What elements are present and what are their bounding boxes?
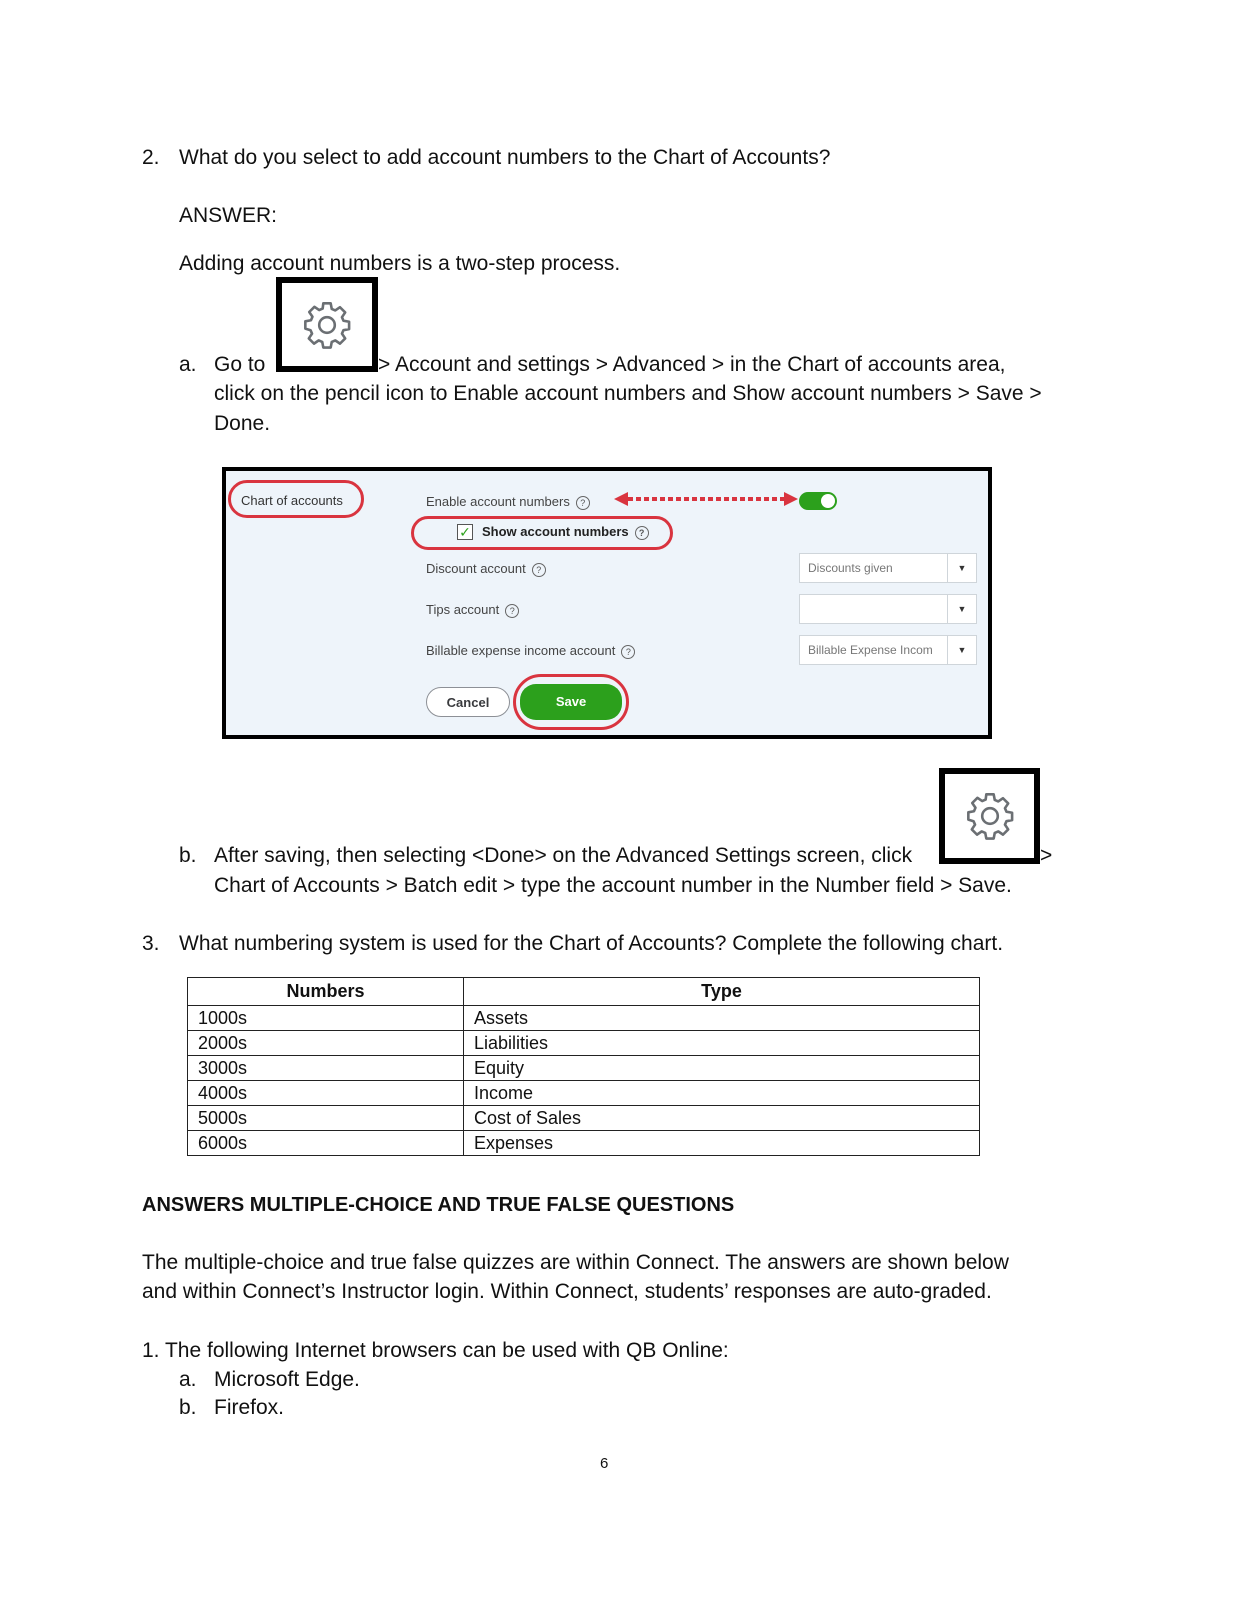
discount-account-label: Discount account bbox=[426, 561, 526, 576]
help-icon[interactable]: ? bbox=[621, 645, 635, 659]
help-icon[interactable]: ? bbox=[635, 526, 649, 540]
highlight-chart-of-accounts bbox=[228, 480, 364, 518]
step-b-marker: b. bbox=[179, 844, 197, 867]
table-row bbox=[188, 1081, 980, 1106]
section-heading: ANSWERS MULTIPLE-CHOICE AND TRUE FALSE QUESTIONS bbox=[142, 1194, 735, 1216]
help-icon[interactable]: ? bbox=[505, 604, 519, 618]
question-2-number: 2. bbox=[142, 146, 160, 169]
cell-number: 1000s bbox=[188, 1006, 464, 1031]
step-a-line2: click on the pencil icon to Enable account numbers and Show account numbers > Save > bbox=[214, 382, 1042, 405]
help-icon[interactable]: ? bbox=[576, 496, 590, 510]
chevron-down-icon[interactable]: ▼ bbox=[947, 595, 976, 623]
table-row bbox=[188, 1056, 980, 1081]
mc-paragraph-line2: and within Connect’s Instructor login. Within Connect, students’ responses are auto-graded. bbox=[142, 1280, 992, 1303]
step-a-marker: a. bbox=[179, 353, 197, 376]
cell-type: Equity bbox=[464, 1056, 980, 1081]
chevron-down-icon[interactable]: ▼ bbox=[947, 636, 976, 664]
page-number: 6 bbox=[600, 1455, 609, 1472]
billable-expense-select[interactable] bbox=[799, 635, 977, 665]
gear-icon bbox=[301, 299, 353, 351]
tips-account-label: Tips account bbox=[426, 602, 500, 617]
cell-type: Assets bbox=[464, 1006, 980, 1031]
mc-item-1a-marker: a. bbox=[179, 1368, 197, 1391]
step-a-line1: > Account and settings > Advanced > in the Chart of accounts area, bbox=[378, 353, 1006, 376]
enable-account-numbers-row bbox=[426, 494, 590, 510]
column-header-type: Type bbox=[464, 978, 980, 1006]
cell-number: 3000s bbox=[188, 1056, 464, 1081]
mc-item-1: 1. The following Internet browsers can be used with QB Online: bbox=[142, 1339, 729, 1362]
step-a-go-to: Go to bbox=[214, 353, 266, 376]
section-label-chart-of-accounts: Chart of accounts bbox=[241, 493, 343, 508]
billable-expense-value: Billable Expense Incom bbox=[808, 643, 933, 657]
show-account-numbers-row bbox=[482, 524, 649, 540]
cell-number: 5000s bbox=[188, 1106, 464, 1131]
gear-icon bbox=[964, 790, 1016, 842]
step-b-arrow: > bbox=[1040, 844, 1053, 867]
save-button[interactable]: Save bbox=[520, 684, 622, 720]
column-header-numbers: Numbers bbox=[188, 978, 464, 1006]
toggle-knob bbox=[821, 494, 835, 508]
settings-gear-box-b bbox=[939, 768, 1040, 864]
mc-item-1a: Microsoft Edge. bbox=[214, 1368, 360, 1391]
tips-account-select[interactable] bbox=[799, 594, 977, 624]
cell-number: 2000s bbox=[188, 1031, 464, 1056]
double-arrow-icon bbox=[614, 489, 798, 509]
billable-expense-row bbox=[426, 643, 635, 659]
help-icon[interactable]: ? bbox=[532, 563, 546, 577]
chevron-down-icon[interactable]: ▼ bbox=[947, 554, 976, 582]
advanced-settings-screenshot bbox=[222, 467, 992, 739]
question-3-text: What numbering system is used for the Chart of Accounts? Complete the following chart. bbox=[179, 932, 1004, 955]
step-b-line1: After saving, then selecting <Done> on the Advanced Settings screen, click bbox=[214, 844, 913, 867]
cell-type: Liabilities bbox=[464, 1031, 980, 1056]
question-3-number: 3. bbox=[142, 932, 160, 955]
answer-label: ANSWER: bbox=[179, 204, 278, 227]
table-row bbox=[188, 1106, 980, 1131]
enable-account-numbers-label: Enable account numbers bbox=[426, 494, 570, 509]
discount-account-value: Discounts given bbox=[808, 561, 893, 575]
answer-intro: Adding account numbers is a two-step process. bbox=[179, 252, 621, 275]
cell-number: 6000s bbox=[188, 1131, 464, 1156]
billable-expense-label: Billable expense income account bbox=[426, 643, 616, 658]
numbering-table bbox=[187, 977, 980, 1156]
cell-type: Cost of Sales bbox=[464, 1106, 980, 1131]
enable-account-numbers-toggle[interactable] bbox=[799, 492, 837, 510]
show-account-numbers-checkbox[interactable]: ✓ bbox=[457, 524, 473, 540]
step-b-line2: Chart of Accounts > Batch edit > type the account number in the Number field > Save. bbox=[214, 874, 1012, 897]
table-row bbox=[188, 1131, 980, 1156]
settings-gear-box-a bbox=[276, 277, 378, 372]
discount-account-row bbox=[426, 561, 546, 577]
discount-account-select[interactable] bbox=[799, 553, 977, 583]
tips-account-row bbox=[426, 602, 519, 618]
cancel-button[interactable]: Cancel bbox=[426, 687, 510, 717]
question-2-text: What do you select to add account numbers to the Chart of Accounts? bbox=[179, 146, 831, 169]
table-row bbox=[188, 1031, 980, 1056]
mc-item-1b: Firefox. bbox=[214, 1396, 285, 1419]
step-a-line3: Done. bbox=[214, 412, 271, 435]
mc-paragraph-line1: The multiple-choice and true false quizzes are within Connect. The answers are shown below bbox=[142, 1251, 1009, 1274]
cell-type: Expenses bbox=[464, 1131, 980, 1156]
table-header-row bbox=[188, 978, 980, 1006]
mc-item-1b-marker: b. bbox=[179, 1396, 197, 1419]
table-row bbox=[188, 1006, 980, 1031]
cell-number: 4000s bbox=[188, 1081, 464, 1106]
cell-type: Income bbox=[464, 1081, 980, 1106]
show-account-numbers-label: Show account numbers bbox=[482, 524, 629, 539]
